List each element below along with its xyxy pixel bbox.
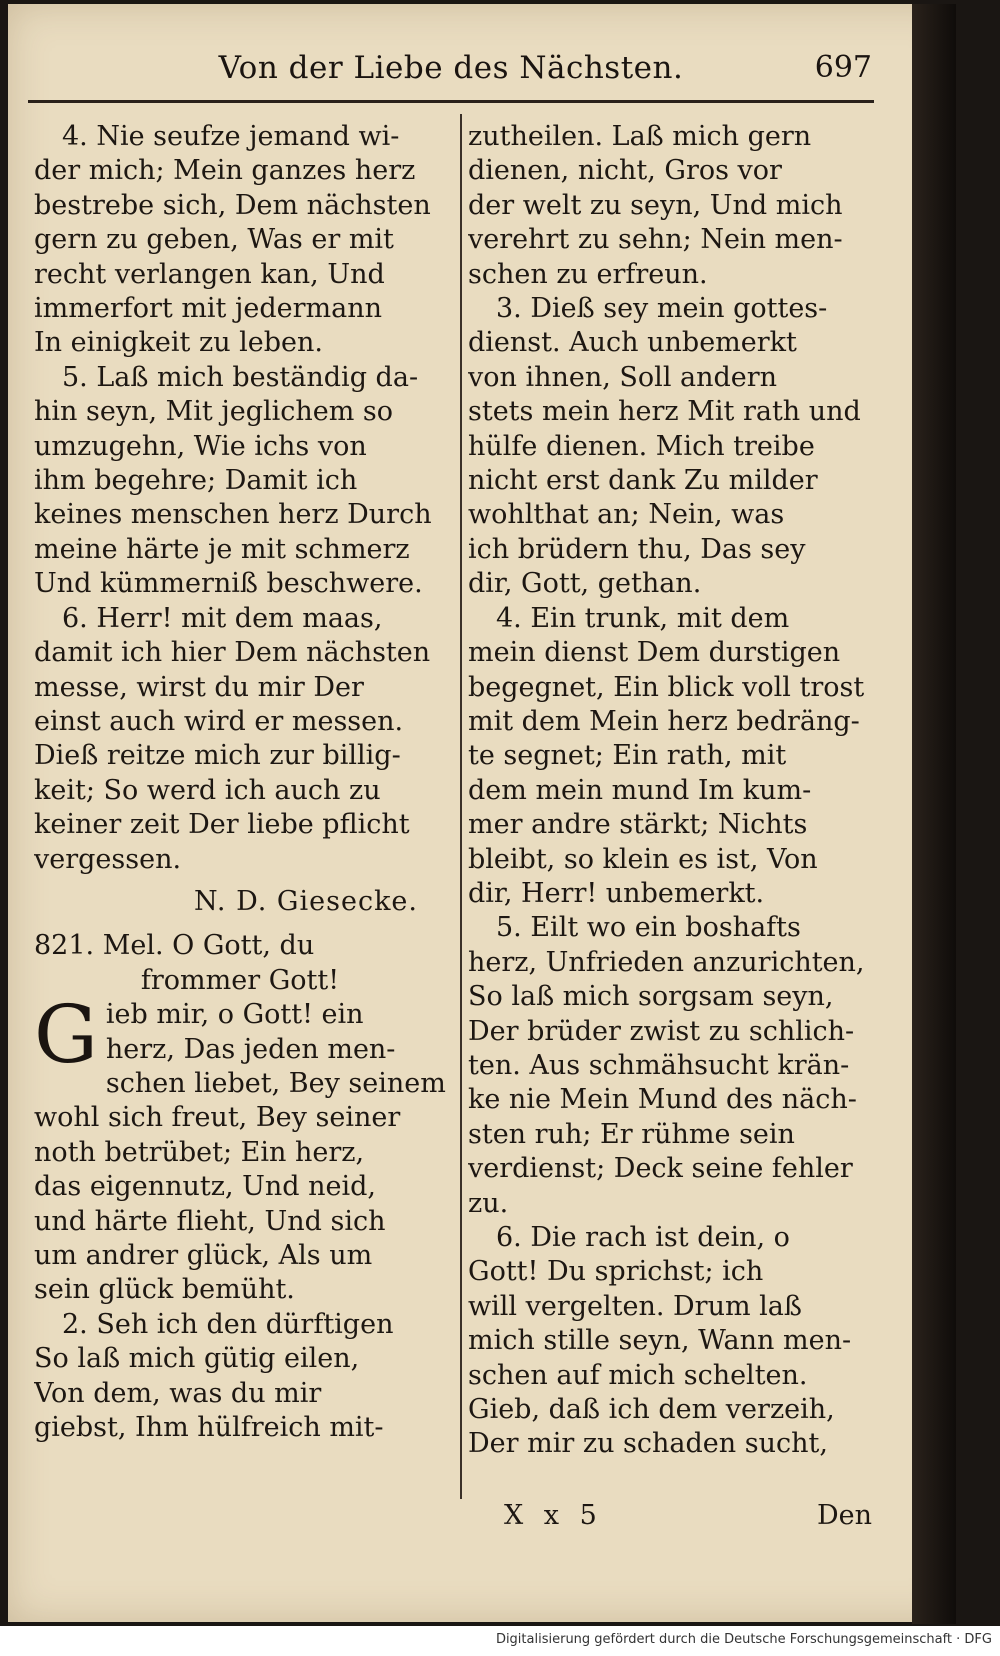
stanza-5 xyxy=(34,361,446,602)
page-number: 697 xyxy=(814,50,872,85)
text-line: bestrebe sich, Dem nächsten xyxy=(34,189,431,221)
text-line: stets mein herz Mit rath und xyxy=(468,396,861,428)
stanza-6 xyxy=(34,602,446,877)
melody-line-2: frommer Gott! xyxy=(140,964,340,996)
text-line: mit dem Mein herz bedräng- xyxy=(468,705,860,737)
text-line: schen liebet, Bey seinem xyxy=(105,1067,446,1099)
text-line: In einigkeit zu leben. xyxy=(34,327,324,359)
text-line: Gieb, daß ich dem verzeih, xyxy=(468,1394,835,1426)
text-line: dir, Gott, gethan. xyxy=(468,568,702,600)
text-line: 6. Die rach ist dein, o xyxy=(496,1222,790,1253)
text-line: 6. Herr! mit dem maas, xyxy=(62,602,383,634)
left-column xyxy=(34,120,446,1445)
hymn-number: 821. xyxy=(34,930,95,962)
text-line: keines menschen herz Durch xyxy=(34,499,432,531)
text-line: ieb mir, o Gott! ein xyxy=(105,999,364,1031)
text-line: ten. Aus schmähsucht krän- xyxy=(468,1049,850,1081)
text-line: Und kümmerniß beschwere. xyxy=(34,568,423,600)
hymn-number-line xyxy=(34,929,446,963)
text-line: und härte flieht, Und sich xyxy=(34,1205,386,1237)
text-line: noth betrübet; Ein herz, xyxy=(34,1136,365,1168)
text-line: ihm begehre; Damit ich xyxy=(34,465,358,497)
text-line: te segnet; Ein rath, mit xyxy=(468,740,787,772)
drop-cap: G xyxy=(34,988,98,1082)
text-line: keit; So werd ich auch zu xyxy=(34,774,381,806)
text-line: mein dienst Dem durstigen xyxy=(468,637,841,669)
text-line: 5. Eilt wo ein boshafts xyxy=(496,912,801,944)
text-line: recht verlangen kan, Und xyxy=(34,258,385,290)
text-line: 4. Ein trunk, mit dem xyxy=(496,602,790,634)
text-line: ich brüdern thu, Das sey xyxy=(468,533,806,565)
right-column xyxy=(468,120,872,1462)
text-line: sein glück bemüht. xyxy=(34,1274,295,1306)
text-line: keiner zeit Der liebe pflicht xyxy=(34,809,410,841)
running-title: Von der Liebe des Nächsten. xyxy=(218,50,684,86)
text-line: mer andre stärkt; Nichts xyxy=(468,809,808,841)
text-line: zutheilen. Laß mich gern xyxy=(468,121,812,152)
text-line: Von dem, was du mir xyxy=(34,1377,322,1409)
text-line: 4. Nie seufze jemand wi- xyxy=(62,121,400,152)
text-line: wohl sich freut, Bey seiner xyxy=(34,1102,401,1134)
text-line: schen zu erfreun. xyxy=(468,258,708,290)
page-footer xyxy=(468,1500,872,1540)
text-line: der mich; Mein ganzes herz xyxy=(34,155,416,187)
stanza-2 xyxy=(34,1308,446,1446)
text-line: von ihnen, Soll andern xyxy=(468,361,778,393)
text-line: immerfort mit jedermann xyxy=(34,293,382,325)
text-line: dir, Herr! unbemerkt. xyxy=(468,877,765,909)
hymn-author: N. D. Giesecke. xyxy=(194,885,418,917)
text-line: verehrt zu sehn; Nein men- xyxy=(468,224,843,256)
text-line: dienen, nicht, Gros vor xyxy=(468,155,782,187)
stanza-4-right xyxy=(468,602,872,912)
text-line: giebst, Ihm hülfreich mit- xyxy=(34,1412,384,1444)
text-line: Dieß reitze mich zur billig- xyxy=(34,740,401,772)
book-page xyxy=(8,4,956,1622)
text-line: verdienst; Deck seine fehler xyxy=(468,1153,853,1185)
text-line: der welt zu seyn, Und mich xyxy=(468,189,843,221)
text-line: Der mir zu schaden sucht, xyxy=(468,1428,828,1460)
stanza-3 xyxy=(468,292,872,602)
text-line: dem mein mund Im kum- xyxy=(468,774,812,806)
text-line: So laß mich gütig eilen, xyxy=(34,1343,360,1375)
text-line: vergessen. xyxy=(34,843,182,875)
digitization-strip xyxy=(0,1626,1000,1656)
text-line: gern zu geben, Was er mit xyxy=(34,224,394,256)
text-line: wohlthat an; Nein, was xyxy=(468,499,785,531)
column-divider xyxy=(460,114,462,1499)
text-line: So laß mich sorgsam seyn, xyxy=(468,981,834,1013)
stanza-2-continued xyxy=(468,120,872,292)
text-line: dienst. Auch unbemerkt xyxy=(468,327,797,359)
text-line: begegnet, Ein blick voll trost xyxy=(468,671,865,703)
text-line: um andrer glück, Als um xyxy=(34,1240,373,1271)
text-line: 3. Dieß sey mein gottes- xyxy=(496,293,828,325)
text-line: messe, wirst du mir Der xyxy=(34,671,364,703)
text-line: bleibt, so klein es ist, Von xyxy=(468,843,818,875)
text-line: meine härte je mit schmerz xyxy=(34,533,410,565)
text-line: sten ruh; Er rühme sein xyxy=(468,1118,795,1150)
text-line: einst auch wird er messen. xyxy=(34,705,404,737)
text-line: umzugehn, Wie ichs von xyxy=(34,430,367,462)
stanza-6-right xyxy=(468,1221,872,1462)
text-line: zu. xyxy=(468,1187,509,1219)
text-line: ke nie Mein Mund des näch- xyxy=(468,1084,857,1116)
page-header xyxy=(30,50,872,102)
stanza-5-right xyxy=(468,911,872,1221)
stanza-1 xyxy=(34,988,446,1308)
text-line: herz, Das jeden men- xyxy=(105,1033,396,1065)
funding-credit: Digitalisierung gefördert durch die Deutsche Forschungsgemeinschaft · DFG xyxy=(495,1632,992,1647)
signature-mark: X x 5 xyxy=(504,1500,603,1531)
text-line: mich stille seyn, Wann men- xyxy=(468,1325,852,1357)
page-edge-shadow xyxy=(912,4,956,1624)
text-line: will vergelten. Drum laß xyxy=(468,1290,802,1322)
text-line: schen auf mich schelten. xyxy=(468,1359,808,1391)
text-line: 2. Seh ich den dürftigen xyxy=(62,1308,394,1340)
text-line: nicht erst dank Zu milder xyxy=(468,465,818,497)
text-line: Gott! Du sprichst; ich xyxy=(468,1256,764,1288)
text-line: hülfe dienen. Mich treibe xyxy=(468,430,815,462)
melody-line-1: Mel. O Gott, du xyxy=(102,930,315,962)
header-rule xyxy=(28,100,874,103)
stanza-4 xyxy=(34,120,446,361)
text-line: damit ich hier Dem nächsten xyxy=(34,637,431,669)
text-line: hin seyn, Mit jeglichem so xyxy=(34,396,394,428)
text-line: das eigennutz, Und neid, xyxy=(34,1171,376,1203)
text-line: Der brüder zwist zu schlich- xyxy=(468,1015,855,1047)
catchword: Den xyxy=(816,1500,872,1531)
text-line: herz, Unfrieden anzurichten, xyxy=(468,946,865,978)
text-line: 5. Laß mich beständig da- xyxy=(62,361,419,393)
